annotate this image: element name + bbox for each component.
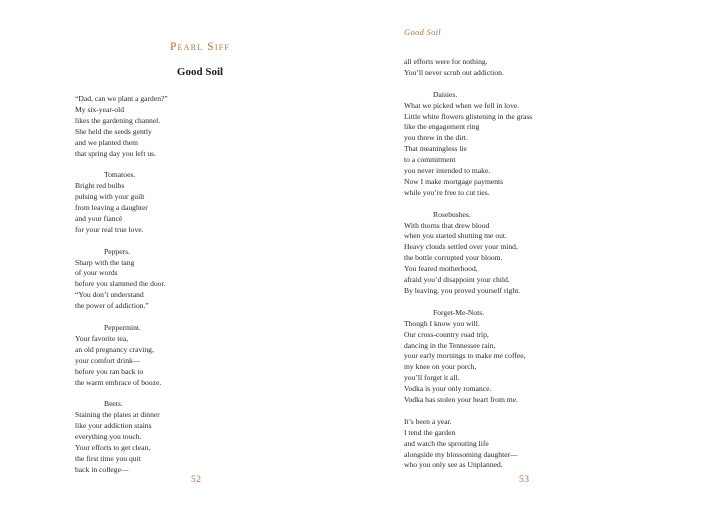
poem-line: It’s been a year. (404, 416, 452, 426)
running-head: Good Soil (404, 27, 441, 37)
poem-line: like the engagement ring (404, 122, 480, 132)
poem-line: With thorns that drew blood (404, 220, 490, 230)
poem-line: That meaningless lie (404, 144, 467, 154)
stanza-heading: Daisies. (433, 89, 458, 99)
poem-line: your early mornings to make me coffee, (404, 351, 526, 361)
stanza (75, 170, 168, 235)
stanza (404, 57, 532, 79)
poem-line: alongside my blossoming daughter— (404, 449, 518, 459)
stanza-heading: Tomatoes. (104, 170, 136, 180)
poem-line: and your fiancé (75, 213, 123, 223)
stanza (75, 247, 168, 312)
stanza (404, 308, 532, 406)
stanza (75, 94, 168, 159)
poem-line: that spring day you left us. (75, 148, 156, 158)
poem-line: an old pregnancy craving, (75, 344, 154, 354)
poem-line: you’ll forget it all. (404, 373, 460, 383)
poem-line: from leaving a daughter (75, 203, 148, 213)
poem-line: Staining the plates at dinner (75, 410, 160, 420)
poem-line: Our cross-country road trip, (404, 329, 489, 339)
poem-line: and watch the sprouting life (404, 438, 489, 448)
poem-line: like your addiction stains (75, 421, 152, 431)
stanza-heading: Peppermint. (104, 322, 141, 332)
poem-line: Though I know you will. (404, 318, 480, 328)
stanza-heading: Beets. (104, 399, 123, 409)
poem-line: My six-year-old (75, 104, 124, 114)
stanza (404, 417, 532, 472)
stanza-heading: Forget-Me-Nots. (433, 307, 485, 317)
poem-line: She held the seeds gently (75, 126, 152, 136)
poem-line: Your efforts to get clean, (75, 442, 151, 452)
page-number-right: 53 (519, 475, 530, 485)
poem-line: the first time you quit (75, 453, 141, 463)
poem-line: the warm embrace of booze. (75, 377, 162, 387)
poem-line: pulsing with your guilt (75, 192, 145, 202)
poem-line: to a commitment (404, 155, 456, 165)
poem-line: afraid you’d disappoint your child. (404, 275, 510, 285)
poem-line: the bottle corrupted your bloom. (404, 253, 503, 263)
poem-line: you threw in the dirt. (404, 133, 468, 143)
poem-line: Heavy clouds settled over your mind, (404, 242, 518, 252)
poem-line: of your words (75, 268, 118, 278)
stanza (404, 90, 532, 199)
page-number-left: 52 (191, 475, 202, 485)
poem-line: before you ran back to (75, 366, 144, 376)
poem-body-left (75, 94, 168, 487)
poem-line: “Dad, can we plant a garden?” (75, 94, 168, 103)
poem-line: What we picked when we fell in love. (404, 100, 520, 110)
poem-line: you never intended to make. (404, 166, 491, 176)
poem-line: the power of addiction.” (75, 301, 149, 311)
poem-line: You’ll never scrub out addiction. (404, 67, 504, 77)
poem-line: Now I make mortgage payments (404, 176, 504, 186)
poem-line: “You don’t understand (75, 290, 144, 300)
poem-line: while you’re free to cut ties. (404, 187, 490, 197)
poem-line: I tend the garden (404, 427, 456, 437)
poem-line: your comfort drink— (75, 355, 141, 365)
stanza-heading: Peppers. (104, 246, 130, 256)
poem-line: who you only see as Unplanned. (404, 460, 503, 470)
poem-line: before you slammed the door. (75, 279, 166, 289)
poem-line: Your favorite tea, (75, 333, 129, 343)
stanza-heading: Rosebushes. (433, 209, 471, 219)
right-page (361, 0, 723, 510)
poem-line: and we planted them (75, 137, 139, 147)
poem-line: Bright red bulbs (75, 181, 125, 191)
poem-line: back in college— (75, 464, 129, 474)
poem-line: By leaving, you proved yourself right. (404, 286, 521, 295)
poem-title: Good Soil (176, 66, 224, 78)
stanza (404, 210, 532, 297)
poem-line: You feared motherhood, (404, 264, 478, 274)
poem-line: everything you touch. (75, 432, 142, 442)
author-name: Pearl Siff (169, 41, 231, 53)
stanza (75, 399, 168, 475)
poem-line: Vodka has stolen your heart from me. (404, 395, 518, 405)
poem-line: dancing in the Tennessee rain, (404, 340, 496, 350)
poem-line: Vodka is your only romance. (404, 384, 492, 394)
poem-line: likes the gardening channel. (75, 115, 161, 125)
left-page (0, 0, 361, 510)
poem-line: all efforts were for nothing. (404, 57, 488, 66)
stanza (75, 323, 168, 388)
poem-line: my knee on your porch, (404, 362, 477, 372)
poem-line: when you started shutting me out. (404, 231, 507, 241)
poem-line: Little white flowers glistening in the grass (404, 111, 533, 121)
poem-line: Sharp with the tang (75, 257, 135, 267)
poem-body-right (404, 57, 532, 482)
poem-line: for your real true love. (75, 224, 144, 234)
